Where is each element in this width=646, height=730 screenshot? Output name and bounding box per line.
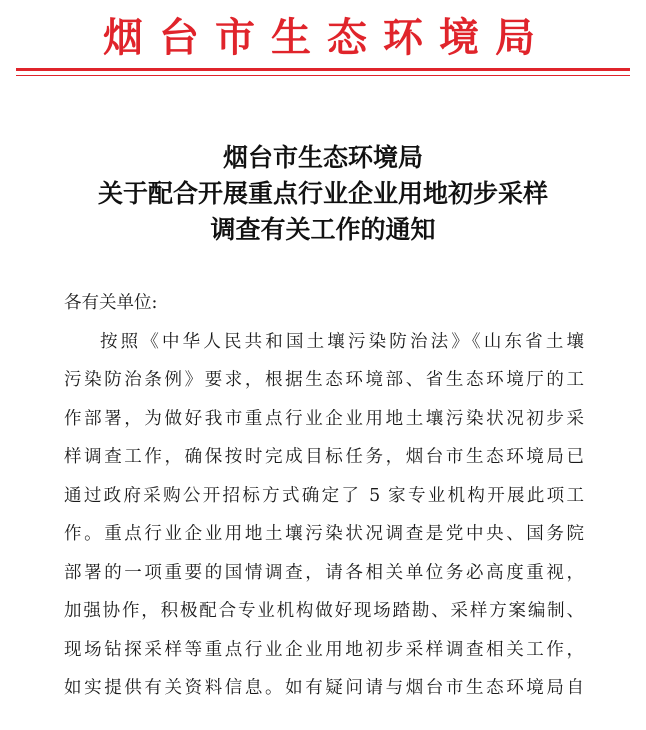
paragraph-line: 如实提供有关资料信息。如有疑问请与烟台市生态环境局自	[64, 678, 584, 698]
document-title-line: 关于配合开展重点行业企业用地初步采样	[97, 179, 548, 208]
paragraph-line: 加强协作，积极配合专业机构做好现场踏勘、采样方案编制、	[64, 601, 584, 621]
paragraph-line: 通过政府采购公开招标方式确定了 5 家专业机构开展此项工	[64, 485, 584, 506]
salutation: 各有关单位:	[64, 293, 158, 313]
document-body	[64, 284, 584, 708]
document-title-line: 调查有关工作的通知	[210, 215, 436, 244]
paragraph-line: 现场钻探采样等重点行业企业用地初步采样调查相关工作，	[64, 639, 584, 660]
document-title-line: 烟台市生态环境局	[222, 143, 423, 172]
paragraph-line: 样调查工作，确保按时完成目标任务，烟台市生态环境局已	[64, 447, 584, 467]
paragraph-line: 作。重点行业企业用地土壤污染状况调查是党中央、国务院	[64, 524, 584, 544]
letterhead-title: 烟台市生态环境局	[103, 15, 551, 61]
paragraph-line: 按照《中华人民共和国土壤污染防治法》《山东省土壤	[100, 331, 584, 352]
paragraph-line: 部署的一项重要的国情调查，请各相关单位务必高度重视，	[64, 562, 584, 583]
letterhead-rule-thin	[16, 75, 630, 76]
paragraph-line: 作部署，为做好我市重点行业企业用地土壤污染状况初步采	[64, 408, 584, 429]
paragraph-line: 污染防治条例》要求，根据生态环境部、省生态环境厅的工	[64, 370, 584, 390]
document-title	[0, 140, 646, 248]
letterhead-rule-thick	[16, 68, 630, 71]
